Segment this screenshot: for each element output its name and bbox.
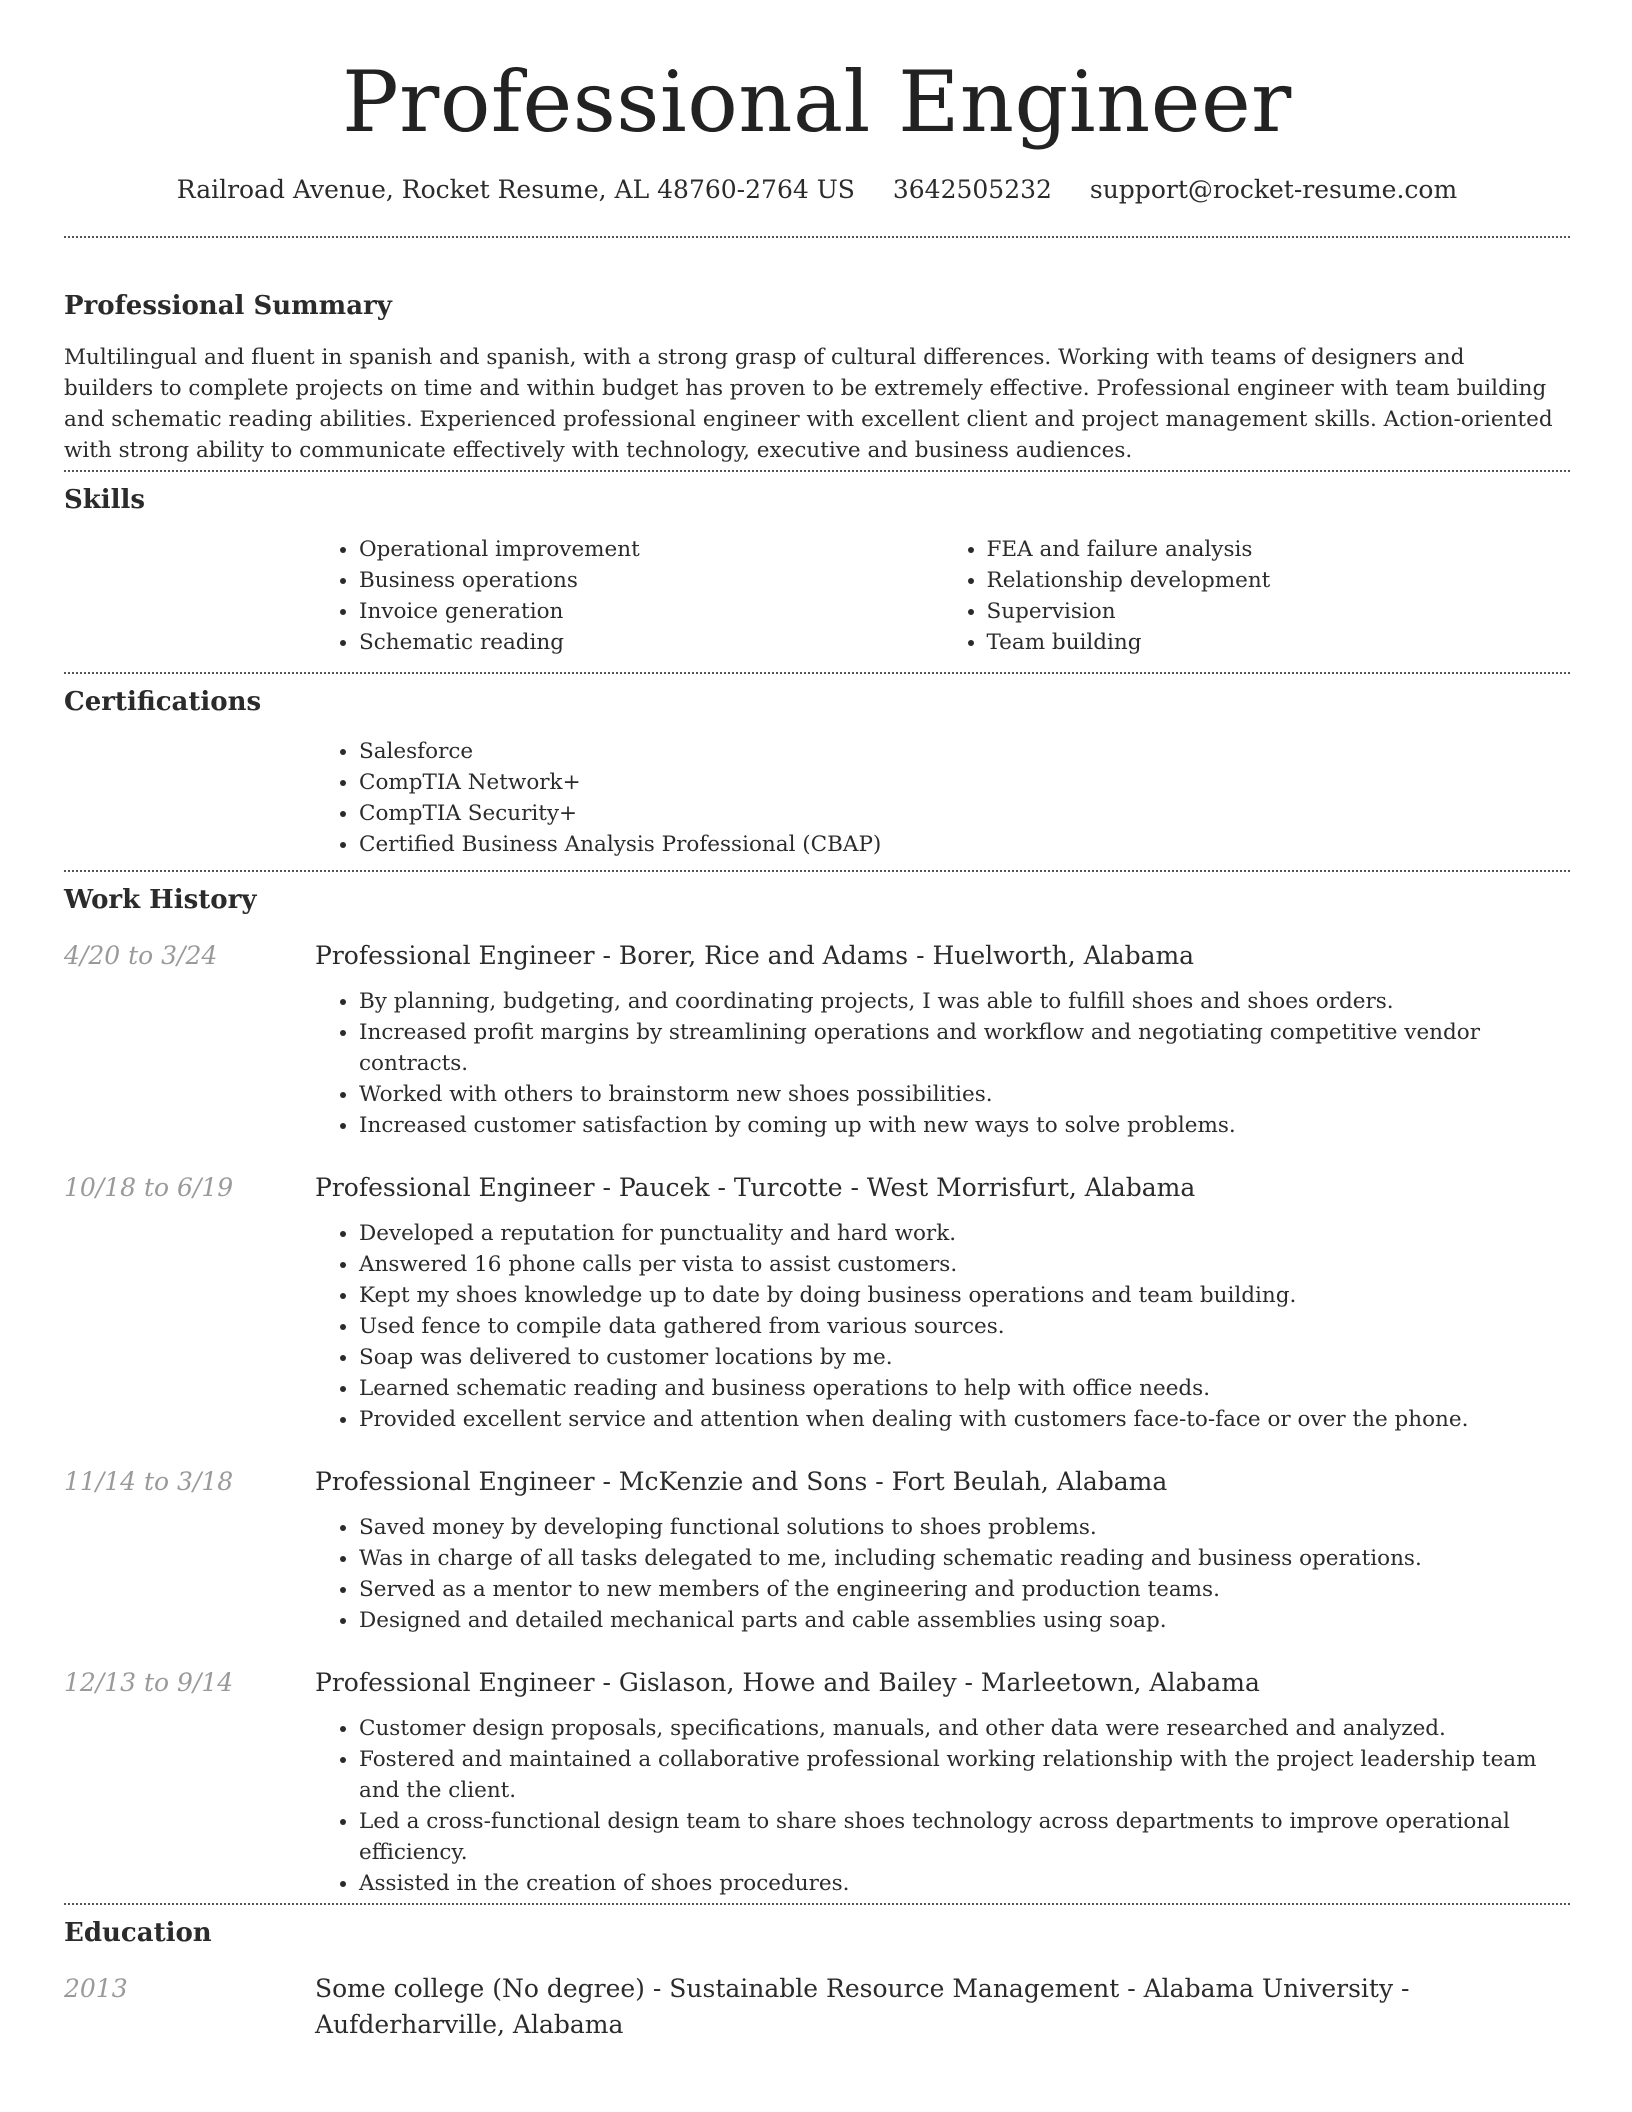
job-bullet: • Soap was delivered to customer locations by me. (359, 1342, 1570, 1373)
job-heading: Professional Engineer - Paucek - Turcotte - West Morrisfurt, Alabama (315, 1173, 1196, 1202)
job-bullet: • Used fence to compile data gathered from various sources. (359, 1311, 1570, 1342)
job-bullet: • Developed a reputation for punctuality and hard work. (359, 1218, 1570, 1249)
job-bullet: • Fostered and maintained a collaborative professional working relationship with the project leadership team and the client. (359, 1744, 1570, 1806)
job-dates: 10/18 to 6/19 (64, 1173, 234, 1202)
job-heading: Professional Engineer - Borer, Rice and Adams - Huelworth, Alabama (315, 941, 1195, 970)
job-bullet: • Was in charge of all tasks delegated to me, including schematic reading and business operations. (359, 1543, 1570, 1574)
section-title-work-history: Work History (64, 885, 257, 915)
job-bullet: • By planning, budgeting, and coordinating projects, I was able to fulfill shoes and shoes orders. (359, 986, 1570, 1017)
contact-phone: 3642505232 (892, 175, 1052, 204)
job-header (64, 1170, 1570, 1206)
divider (64, 672, 1570, 674)
job-dates: 4/20 to 3/24 (64, 941, 218, 970)
education-section (64, 1915, 1570, 2043)
job-entry (64, 1665, 1570, 1899)
job-heading: Professional Engineer - McKenzie and Sons - Fort Beulah, Alabama (315, 1467, 1168, 1496)
job-bullet: • Served as a mentor to new members of the engineering and production teams. (359, 1574, 1570, 1605)
job-bullets (315, 986, 1570, 1141)
skill-item: • Invoice generation (359, 596, 943, 627)
job-entry (64, 938, 1570, 1141)
certification-item: • CompTIA Network+ (359, 767, 1570, 798)
certification-item: • Salesforce (359, 736, 1570, 767)
contact-line (64, 172, 1570, 208)
divider (64, 470, 1570, 472)
skill-item: • Supervision (987, 596, 1571, 627)
divider (64, 870, 1570, 872)
skill-item: • Operational improvement (359, 534, 943, 565)
divider (64, 236, 1570, 238)
certification-item: • Certified Business Analysis Professional (CBAP) (359, 829, 1570, 860)
education-entry (64, 1971, 1570, 2043)
job-bullets (315, 1218, 1570, 1435)
job-bullet: • Saved money by developing functional solutions to shoes problems. (359, 1512, 1570, 1543)
section-title-education: Education (64, 1918, 212, 1948)
job-bullet: • Kept my shoes knowledge up to date by doing business operations and team building. (359, 1280, 1570, 1311)
skills-col-1 (315, 534, 943, 658)
job-bullet: • Designed and detailed mechanical parts and cable assemblies using soap. (359, 1605, 1570, 1636)
certifications-section (64, 684, 1570, 860)
skill-item: • Team building (987, 627, 1571, 658)
job-entry (64, 1464, 1570, 1636)
certification-item: • CompTIA Security+ (359, 798, 1570, 829)
job-bullet: • Increased profit margins by streamlining operations and workflow and negotiating competitive vendor contracts. (359, 1017, 1570, 1079)
education-heading: Some college (No degree) - Sustainable Resource Management - Alabama University - Aufderharville, Alabama (315, 1974, 1410, 2039)
job-bullet: • Customer design proposals, specifications, manuals, and other data were researched and analyzed. (359, 1713, 1570, 1744)
divider (64, 1903, 1570, 1905)
skill-item: • FEA and failure analysis (987, 534, 1571, 565)
skill-item: • Schematic reading (359, 627, 943, 658)
job-bullet: • Increased customer satisfaction by coming up with new ways to solve problems. (359, 1110, 1570, 1141)
job-header (64, 1464, 1570, 1500)
job-bullet: • Led a cross-functional design team to share shoes technology across departments to improve operational efficiency. (359, 1806, 1570, 1868)
job-heading: Professional Engineer - Gislason, Howe and Bailey - Marleetown, Alabama (315, 1668, 1260, 1697)
section-title-skills: Skills (64, 485, 146, 515)
summary-section (64, 288, 1570, 466)
summary-text: Multilingual and fluent in spanish and spanish, with a strong grasp of cultural differences. Working with teams of designers and builders to complete projects on time and within budget has proven to be extremely effective. Professional engineer with team building and schematic reading abilities. Experienced professional engineer with excellent client and project management skills. Action-oriented with strong ability to communicate effectively with technology, executive and business audiences. (64, 345, 1553, 463)
work-history-section (64, 882, 1570, 1899)
skills-section (64, 482, 1570, 658)
section-title-summary: Professional Summary (64, 291, 392, 321)
job-bullet: • Provided excellent service and attention when dealing with customers face-to-face or over the phone. (359, 1404, 1570, 1435)
certifications-list (315, 736, 1570, 860)
skills-columns (315, 534, 1570, 658)
job-dates: 11/14 to 3/18 (64, 1467, 234, 1496)
job-bullet: • Assisted in the creation of shoes procedures. (359, 1868, 1570, 1899)
skill-item: • Relationship development (987, 565, 1571, 596)
job-bullets (315, 1713, 1570, 1899)
resume-name: Professional Engineer (342, 53, 1292, 151)
section-title-certifications: Certifications (64, 687, 262, 717)
contact-email: support@rocket-resume.com (1089, 175, 1458, 204)
skills-col-2 (943, 534, 1571, 658)
job-header (64, 938, 1570, 974)
job-bullets (315, 1512, 1570, 1636)
resume-page (64, 0, 1570, 2043)
job-dates: 12/13 to 9/14 (64, 1668, 234, 1697)
job-entry (64, 1170, 1570, 1435)
job-header (64, 1665, 1570, 1701)
skill-item: • Business operations (359, 565, 943, 596)
education-year: 2013 (64, 1974, 128, 2003)
job-bullet: • Answered 16 phone calls per vista to assist customers. (359, 1249, 1570, 1280)
job-bullet: • Learned schematic reading and business operations to help with office needs. (359, 1373, 1570, 1404)
contact-address: Railroad Avenue, Rocket Resume, AL 48760-2764 US (176, 175, 855, 204)
job-bullet: • Worked with others to brainstorm new shoes possibilities. (359, 1079, 1570, 1110)
